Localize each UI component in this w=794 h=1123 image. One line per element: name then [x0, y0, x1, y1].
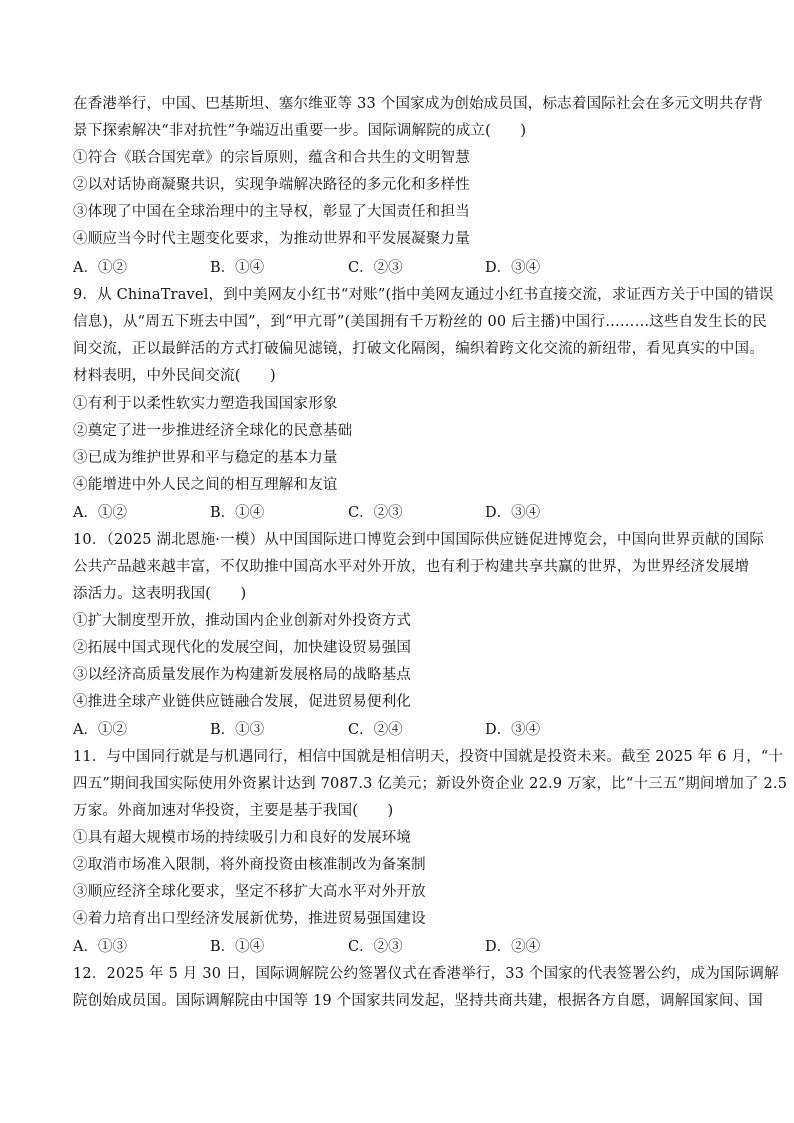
- q10-statement-3: ③以经济高质量发展作为构建新发展格局的战略基点: [73, 667, 412, 683]
- q10-option-b[interactable]: B．①③: [210, 722, 265, 738]
- q10-options: [73, 720, 693, 740]
- q9-option-d[interactable]: D．③④: [485, 505, 541, 521]
- q10-option-a[interactable]: A．①②: [73, 722, 127, 738]
- q8-option-d[interactable]: D．③④: [485, 260, 541, 276]
- q9-stem-line: 材料表明，中外民间交流( ): [73, 368, 276, 384]
- q11-stem-line: 11．与中国同行就是与机遇同行，相信中国就是相信明天，投资中国就是投资未来。截至 2025 年 6 月，“十: [73, 749, 784, 765]
- q9-stem-line: 间交流，正以最鲜活的方式打破偏见滤镜，打破文化隔阂，编织着跨文化交流的新纽带，看见真实的中国。: [73, 341, 764, 357]
- q10-statement-1: ①扩大制度型开放，推动国内企业创新对外投资方式: [73, 613, 412, 629]
- q9-statement-1: ①有利于以柔性软实力塑造我国国家形象: [73, 396, 338, 412]
- q9-option-c[interactable]: C．②③: [348, 505, 403, 521]
- q9-stem-line: 9．从 ChinaTravel，到中美网友小红书“对账”(指中美网友通过小红书直接交流，求证西方关于中国的错误: [73, 287, 774, 303]
- q12-stem-line: 院创始成员国。国际调解院由中国等 19 个国家共同发起，坚持共商共建，根据各方自愿，调解国家间、国: [73, 993, 763, 1009]
- q8-stem-line: 在香港举行，中国、巴基斯坦、塞尔维亚等 33 个国家成为创始成员国，标志着国际社会在多元文明共存背: [73, 96, 763, 112]
- q11-option-c[interactable]: C．②③: [348, 939, 403, 955]
- q11-statement-4: ④着力培育出口型经济发展新优势，推进贸易强国建设: [73, 911, 426, 927]
- q8-statement-2: ②以对话协商凝聚共识，实现争端解决路径的多元化和多样性: [73, 177, 470, 193]
- q9-statement-4: ④能增进中外人民之间的相互理解和友谊: [73, 477, 338, 493]
- q10-statement-4: ④推进全球产业链供应链融合发展，促进贸易便利化: [73, 694, 412, 710]
- q10-statement-2: ②拓展中国式现代化的发展空间，加快建设贸易强国: [73, 640, 412, 656]
- q11-statement-3: ③顺应经济全球化要求，坚定不移扩大高水平对外开放: [73, 884, 426, 900]
- q8-statement-3: ③体现了中国在全球治理中的主导权，彰显了大国责任和担当: [73, 204, 470, 220]
- q10-stem-line: 10．（2025 湖北恩施·一模）从中国国际进口博览会到中国国际供应链促进博览会，中国向世界贡献的国际: [73, 532, 765, 548]
- q11-stem-line: 万家。外商加速对华投资，主要是基于我国( ): [73, 803, 394, 819]
- q10-stem-line: 公共产品越来越丰富，不仅助推中国高水平对外开放，也有利于构建共享共赢的世界，为世界经济发展增: [73, 559, 750, 575]
- q8-statement-4: ④顺应当今时代主题变化要求，为推动世界和平发展凝聚力量: [73, 231, 470, 247]
- q11-option-d[interactable]: D．②④: [485, 939, 541, 955]
- q10-option-c[interactable]: C．②④: [348, 722, 403, 738]
- q11-option-b[interactable]: B．①④: [210, 939, 265, 955]
- q11-stem-line: 四五”期间我国实际使用外资累计达到 7087.3 亿美元；新设外资企业 22.9 万家，比“十三五”期间增加了 2.5: [73, 776, 788, 792]
- q9-option-b[interactable]: B．①④: [210, 505, 265, 521]
- q11-option-a[interactable]: A．①③: [73, 939, 127, 955]
- q10-stem-line: 添活力。这表明我国( ): [73, 586, 247, 602]
- q8-option-b[interactable]: B．①④: [210, 260, 265, 276]
- q8-option-a[interactable]: A．①②: [73, 260, 127, 276]
- q8-options: [73, 258, 693, 278]
- q8-stem-line: 景下探索解决“非对抗性”争端迈出重要一步。国际调解院的成立( ): [73, 123, 527, 139]
- q9-options: [73, 503, 693, 523]
- q9-statement-2: ②奠定了进一步推进经济全球化的民意基础: [73, 423, 353, 439]
- q11-options: [73, 937, 693, 957]
- q11-statement-1: ①具有超大规模市场的持续吸引力和良好的发展环境: [73, 830, 412, 846]
- q9-option-a[interactable]: A．①②: [73, 505, 127, 521]
- q9-statement-3: ③已成为维护世界和平与稳定的基本力量: [73, 450, 338, 466]
- q9-stem-line: 信息)，从“周五下班去中国”，到“甲亢哥”(美国拥有千万粉丝的 00 后主播)中国行………这些自发生长的民: [73, 314, 767, 330]
- q11-statement-2: ②取消市场准入限制，将外商投资由核准制改为备案制: [73, 857, 426, 873]
- q8-statement-1: ①符合《联合国宪章》的宗旨原则，蕴含和合共生的文明智慧: [73, 150, 470, 166]
- q10-option-d[interactable]: D．③④: [485, 722, 541, 738]
- q12-stem-line: 12．2025 年 5 月 30 日，国际调解院公约签署仪式在香港举行，33 个国家的代表签署公约，成为国际调解: [73, 966, 779, 982]
- q8-option-c[interactable]: C．②③: [348, 260, 403, 276]
